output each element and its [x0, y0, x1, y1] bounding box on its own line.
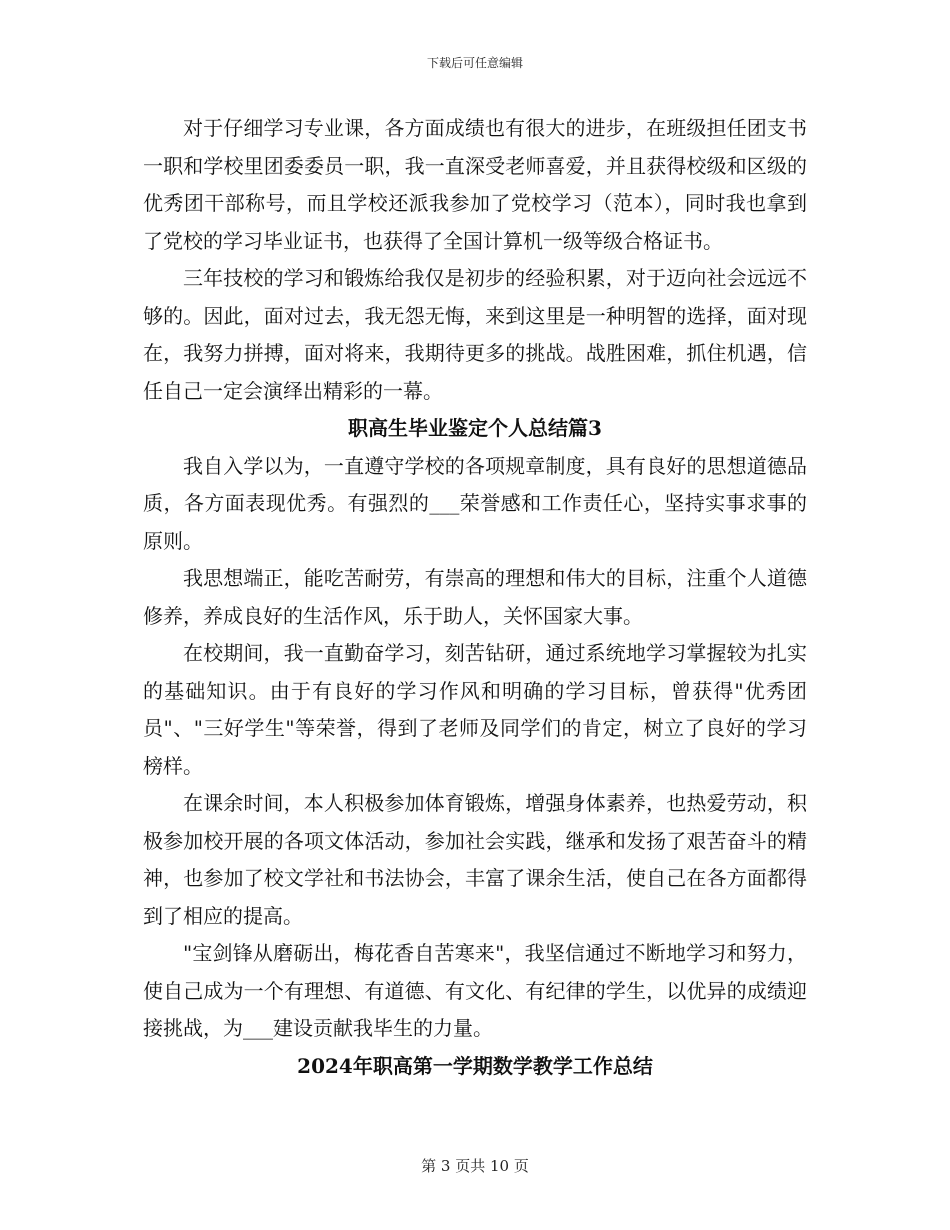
page-number: 第 3 页共 10 页 [421, 1157, 529, 1175]
paragraph-academic-achievements: 对于仔细学习专业课，各方面成绩也有很大的进步，在班级担任团支书一职和学校里团委委员一职，我一直深受老师喜爱，并且获得校级和区级的优秀团干部称号，而且学校还派我参加了党校学习（范本），同时我也拿到了党校的学习毕业证书，也获得了全国计算机一级等级合格证书。 [143, 116, 807, 253]
paragraph-character: 我思想端正，能吃苦耐劳，有崇高的理想和伟大的目标，注重个人道德修养，养成良好的生活作风，乐于助人，关怀国家大事。 [143, 566, 807, 628]
paragraph-reflection: 三年技校的学习和锻炼给我仅是初步的经验积累，对于迈向社会远远不够的。因此，面对过去，我无怨无悔，来到这里是一种明智的选择，面对现在，我努力拼搏，面对将来，我期待更多的挑战。战胜困难，抓住机遇，信任自己一定会演绎出精彩的一幕。 [143, 266, 807, 403]
document-body [143, 110, 807, 1085]
paragraph-study: 在校期间，我一直勤奋学习，刻苦钻研，通过系统地学习掌握较为扎实的基础知识。由于有良好的学习作风和明确的学习目标，曾获得"优秀团员"、"三好学生"等荣誉，得到了老师及同学们的肯定，树立了良好的学习榜样。 [143, 641, 807, 778]
paragraph-conduct: 我自入学以为，一直遵守学校的各项规章制度，具有良好的思想道德品质，各方面表现优秀。有强烈的___荣誉感和工作责任心，坚持实事求事的原则。 [143, 453, 807, 553]
paragraph-extracurricular: 在课余时间，本人积极参加体育锻炼，增强身体素养，也热爱劳动，积极参加校开展的各项文体活动，参加社会实践，继承和发扬了艰苦奋斗的精神，也参加了校文学社和书法协会，丰富了课余生活，使自己在各方面都得到了相应的提高。 [143, 791, 807, 928]
section-heading: 职高生毕业鉴定个人总结篇3 [348, 416, 602, 440]
paragraph-motto: "宝剑锋从磨砺出，梅花香自苦寒来"，我坚信通过不断地学习和努力，使自己成为一个有理想、有道德、有文化、有纪律的学生，以优异的成绩迎接挑战，为___建设贡献我毕生的力量。 [143, 941, 807, 1040]
page-header: 下载后可任意编辑 [426, 56, 523, 70]
next-section-heading: 2024年职高第一学期数学教学工作总结 [297, 1053, 653, 1078]
